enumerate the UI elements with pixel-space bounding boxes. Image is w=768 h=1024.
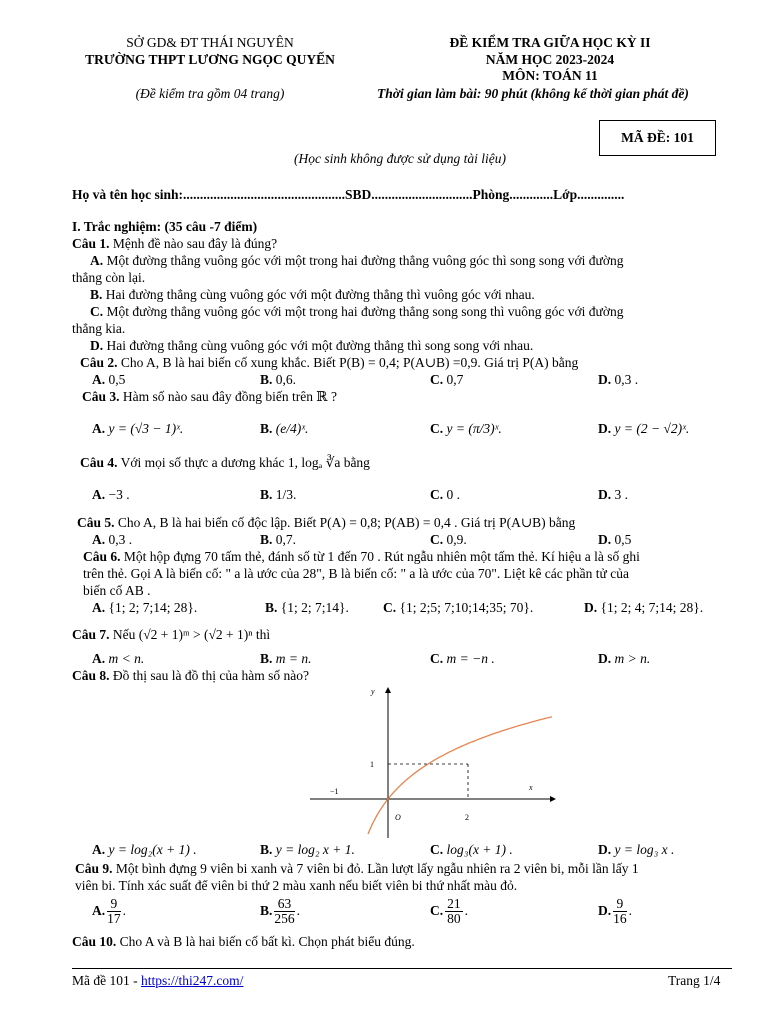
section-title: I. Trắc nghiệm: (35 câu -7 điểm): [72, 219, 258, 234]
footer-divider: [72, 968, 732, 969]
q2-option-b: B. 0,6.: [260, 372, 297, 387]
q6-option-a: A. {1; 2; 7;14; 28}.: [92, 600, 198, 615]
question-1: Câu 1. Mệnh đề nào sau đây là đúng?: [72, 236, 278, 251]
q4-option-b: B. 1/3.: [260, 487, 297, 502]
q5-option-a: A. 0,3 .: [92, 532, 133, 547]
tick-label-neg1: −1: [330, 787, 339, 796]
question-10: Câu 10. Cho A và B là hai biến cố bất kì. Chọn phát biểu đúng.: [72, 934, 415, 949]
question-9: Câu 9. Một bình đựng 9 viên bi xanh và 7 viên bi đỏ. Lần lượt lấy ngẫu nhiên ra 2 viên bi, mỗi lần lấy 1: [75, 861, 639, 876]
q1-option-c-cont: thẳng kia.: [72, 321, 126, 336]
question-6-line2: trên thẻ. Gọi A là biến cố: " a là ước của 28", B là biến cố: " a là ước của 70". Liệt kê các phần tử của: [83, 566, 629, 581]
school-name: TRƯỜNG THPT LƯƠNG NGỌC QUYẾN: [85, 52, 335, 67]
question-2: Câu 2. Cho A, B là hai biến cố xung khắc. Biết P(B) = 0,4; P(A∪B) =0,9. Giá trị P(A) bằng: [80, 355, 579, 370]
q4-option-d: D. 3 .: [598, 487, 628, 502]
q2-option-d: D. 0,3 .: [598, 372, 639, 387]
question-8: Câu 8. Đồ thị sau là đồ thị của hàm số nào?: [72, 668, 309, 683]
y-axis-label: y: [371, 687, 375, 696]
origin-label: O: [395, 813, 401, 822]
q3-option-c: C. y = (π/3)ˣ.: [430, 421, 502, 436]
q5-option-c: C. 0,9.: [430, 532, 467, 547]
question-4: Câu 4. Với mọi số thực a dương khác 1, logₐ ∛a bằng: [80, 455, 370, 470]
question-3: Câu 3. Hàm số nào sau đây đồng biến trên ℝ ?: [82, 389, 337, 404]
q5-option-b: B. 0,7.: [260, 532, 297, 547]
q5-option-d: D. 0,5: [598, 532, 632, 547]
q8-option-b: B. y = log₂ x + 1.: [260, 842, 355, 857]
footer-page-number: Trang 1/4: [668, 973, 721, 988]
q6-option-c: C. {1; 2;5; 7;10;14;35; 70}.: [383, 600, 534, 615]
footer-link[interactable]: https://thi247.com/: [140, 973, 244, 988]
q7-option-b: B. m = n.: [260, 651, 312, 666]
q3-option-d: D. y = (2 − √2)ˣ.: [598, 421, 690, 436]
footer-code: Mã đề 101 - https://thi247.com/: [72, 973, 244, 988]
subject: MÔN: TOÁN 11: [502, 68, 598, 83]
exam-title: ĐỀ KIỂM TRA GIỮA HỌC KỲ II: [449, 35, 651, 50]
q6-option-b: B. {1; 2; 7;14}.: [265, 600, 349, 615]
q6-option-d: D. {1; 2; 4; 7;14; 28}.: [584, 600, 704, 615]
q8-option-a: A. y = log₂(x + 1) .: [92, 842, 197, 857]
question-6-line3: biến cố AB .: [83, 583, 151, 598]
question-5: Câu 5. Cho A, B là hai biến cố độc lập. Biết P(A) = 0,8; P(AB) = 0,4 . Giá trị P(A∪B) bằng: [77, 515, 576, 530]
q7-option-a: A. m < n.: [92, 651, 145, 666]
q7-option-c: C. m = −n .: [430, 651, 495, 666]
q4-option-c: C. 0 .: [430, 487, 460, 502]
q9-option-c: C. $\frac{21}{80}$ .: [430, 896, 468, 927]
exam-code-box: MÃ ĐỀ: 101: [599, 120, 716, 156]
q4-option-a: A. −3 .: [92, 487, 130, 502]
log-function-graph: [305, 680, 560, 840]
question-9-line2: viên bi. Tính xác suất để viên bi thứ 2 màu xanh nếu biết viên bi thứ nhất màu đỏ.: [75, 878, 518, 893]
no-documents-note: (Học sinh không được sử dụng tài liệu): [293, 151, 507, 166]
tick-label-1: 1: [370, 760, 374, 769]
x-axis-label: x: [529, 783, 533, 792]
q1-option-a: A. Một đường thẳng vuông góc với một trong hai đường thẳng vuông góc thì song song với đường: [90, 253, 624, 268]
exam-time: Thời gian làm bài: 90 phút (không kể thời gian phát đề): [377, 86, 689, 101]
question-7: Câu 7. Nếu (√2 + 1)ᵐ > (√2 + 1)ⁿ thì: [72, 627, 271, 642]
q2-option-a: A. 0,5: [92, 372, 126, 387]
q1-option-c: C. Một đường thẳng vuông góc với một trong hai đường thẳng song song thì vuông góc với đường: [90, 304, 624, 319]
q3-option-b: B. (e/4)ˣ.: [260, 421, 309, 436]
school-year: NĂM HỌC 2023-2024: [485, 52, 615, 67]
q9-option-a: A. $\frac{9}{17}$ .: [92, 896, 126, 927]
question-6: Câu 6. Một hộp đựng 70 tấm thẻ, đánh số từ 1 đến 70 . Rút ngẫu nhiên một tấm thẻ. Kí hiệu a là số ghi: [83, 549, 640, 564]
q1-option-b: B. Hai đường thẳng cùng vuông góc với một đường thẳng thì vuông góc với nhau.: [90, 287, 535, 302]
student-info-line: Họ và tên học sinh:................................................SBD..............................Phòng.............Lớp..............: [72, 187, 625, 202]
tick-label-2: 2: [465, 813, 469, 822]
q8-option-d: D. y = log₃ x .: [598, 842, 675, 857]
q8-option-c: C. log₃(x + 1) .: [430, 842, 513, 857]
q1-option-d: D. Hai đường thẳng cùng vuông góc với một đường thẳng thì song song với nhau.: [90, 338, 534, 353]
pages-note: (Đề kiểm tra gồm 04 trang): [135, 86, 285, 101]
q2-option-c: C. 0,7: [430, 372, 464, 387]
q1-option-a-cont: thẳng còn lại.: [72, 270, 146, 285]
q7-option-d: D. m > n.: [598, 651, 651, 666]
dept-name: SỞ GD& ĐT THÁI NGUYÊN: [126, 35, 294, 50]
q3-option-a: A. y = (√3 − 1)ˣ.: [92, 421, 184, 436]
q9-option-b: B. $\frac{63}{256}$ .: [260, 896, 301, 927]
q9-option-d: D. $\frac{9}{16}$ .: [598, 896, 632, 927]
